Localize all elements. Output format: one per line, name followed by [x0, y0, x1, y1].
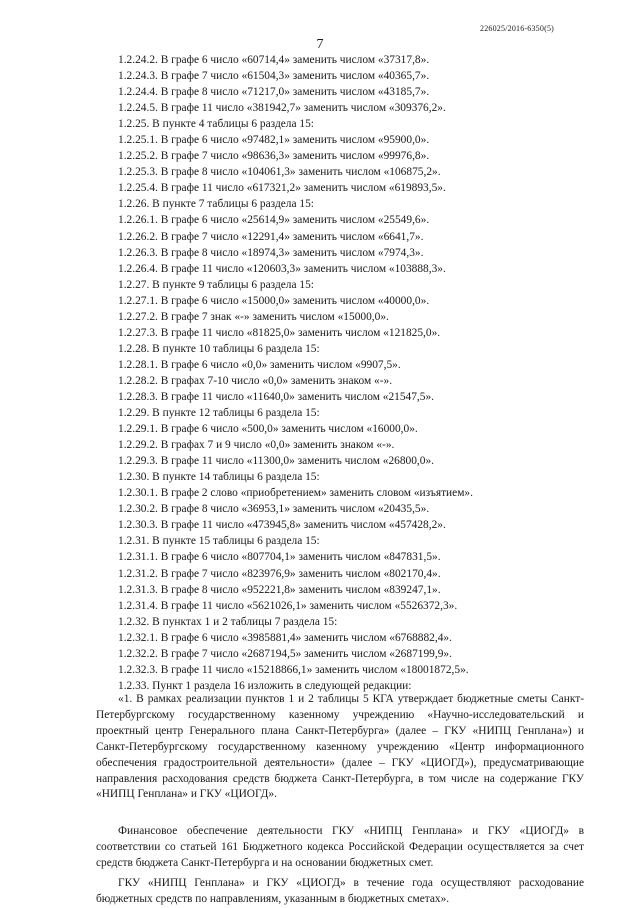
paragraph-2 — [96, 824, 584, 872]
amendment-line: 1.2.27.1. В графе 6 число «15000,0» заменить числом «40000,0». — [118, 294, 430, 307]
amendment-line: 1.2.30.1. В графе 2 слово «приобретением» заменить словом «изъятием». — [118, 487, 473, 500]
amendment-line: 1.2.28.3. В графе 11 число «11640,0» заменить числом «21547,5». — [118, 390, 435, 403]
amendment-line: 1.2.26.3. В графе 8 число «18974,3» заменить числом «7974,3». — [118, 246, 424, 259]
amendment-line: 1.2.26.1. В графе 6 число «25614,9» заменить числом «25549,6». — [118, 214, 430, 227]
amendment-line: 1.2.33. Пункт 1 раздела 16 изложить в следующей редакции: — [118, 679, 412, 692]
amendment-line: 1.2.25. В пункте 4 таблицы 6 раздела 15: — [118, 118, 314, 131]
amendment-line: 1.2.27.2. В графе 7 знак «-» заменить числом «15000,0». — [118, 310, 389, 323]
amendment-line: 1.2.31.1. В графе 6 число «807704,1» заменить числом «847831,5». — [118, 551, 441, 564]
amendment-line: 1.2.30.2. В графе 8 число «36953,1» заменить числом «20435,5». — [118, 503, 430, 516]
amendment-line: 1.2.27.3. В графе 11 число «81825,0» заменить числом «121825,0». — [118, 326, 441, 339]
amendment-line: 1.2.29.2. В графах 7 и 9 число «0,0» заменить знаком «-». — [118, 439, 395, 452]
amendment-line: 1.2.31.3. В графе 8 число «952221,8» заменить числом «839247,1». — [118, 583, 441, 596]
paragraph-1 — [96, 692, 584, 803]
amendment-line: 1.2.24.5. В графе 11 число «381942,7» заменить числом «309376,2». — [118, 102, 446, 115]
amendment-line: 1.2.27. В пункте 9 таблицы 6 раздела 15: — [118, 278, 314, 291]
amendment-line: 1.2.29.1. В графе 6 число «500,0» заменить числом «16000,0». — [118, 423, 418, 436]
amendment-line: 1.2.29.3. В графе 11 число «11300,0» заменить числом «26800,0». — [118, 455, 435, 468]
paragraph-text: «1. В рамках реализации пунктов 1 и 2 таблицы 5 КГА утверждает бюджетные сметы Санкт-Петербургскому государственному казенному учреждению «Научно-исследовательский и проектный центр Генерального плана Санкт-Петербурга» (далее – ГКУ «НИПЦ Генплана») и Санкт-Петербургскому государственному казенному учреждению «Центр информационного обеспечения градостроительной деятельности» (далее – ГКУ «ЦИОГД»), предусматривающие направления расходования средств бюджета Санкт-Петербурга, в том числе на содержание ГКУ «НИПЦ Генплана» и ГКУ «ЦИОГД». — [96, 693, 584, 801]
amendment-line: 1.2.32.3. В графе 11 число «15218866,1» заменить числом «18001872,5». — [118, 663, 469, 676]
amendment-line: 1.2.30. В пункте 14 таблицы 6 раздела 15: — [118, 471, 320, 484]
paragraph-3 — [96, 876, 584, 908]
amendment-line: 1.2.29. В пункте 12 таблицы 6 раздела 15: — [118, 407, 320, 420]
amendment-line: 1.2.26.2. В графе 7 число «12291,4» заменить числом «6641,7». — [118, 230, 424, 243]
page-number: 7 — [316, 37, 324, 52]
amendment-line: 1.2.30.3. В графе 11 число «473945,8» заменить числом «457428,2». — [118, 519, 446, 532]
amendment-line: 1.2.28.2. В графах 7-10 число «0,0» заменить знаком «-». — [118, 374, 393, 387]
document-id: 226025/2016-6350(5) — [480, 24, 555, 33]
amendment-line: 1.2.26.4. В графе 11 число «120603,3» заменить числом «103888,3». — [118, 262, 446, 275]
amendment-line: 1.2.31. В пункте 15 таблицы 6 раздела 15: — [118, 535, 320, 548]
amendment-line: 1.2.32.2. В графе 7 число «2687194,5» заменить числом «2687199,9». — [118, 647, 452, 660]
amendment-line: 1.2.24.4. В графе 8 число «71217,0» заменить числом «43185,7». — [118, 86, 430, 99]
amendment-line: 1.2.25.1. В графе 6 число «97482,1» заменить числом «95900,0». — [118, 134, 430, 147]
amendment-line: 1.2.25.3. В графе 8 число «104061,3» заменить числом «106875,2». — [118, 166, 441, 179]
amendment-line: 1.2.28. В пункте 10 таблицы 6 раздела 15: — [118, 342, 320, 355]
amendment-line: 1.2.24.3. В графе 7 число «61504,3» заменить числом «40365,7». — [118, 70, 430, 83]
amendment-line: 1.2.25.2. В графе 7 число «98636,3» заменить числом «99976,8». — [118, 150, 430, 163]
paragraph-text: Финансовое обеспечение деятельности ГКУ «НИПЦ Генплана» и ГКУ «ЦИОГД» в соответствии со статьей 161 Бюджетного кодекса Российской Федерации осуществляется за счет средств бюджета Санкт-Петербурга и на основании бюджетных смет. — [96, 825, 584, 869]
amendment-line: 1.2.25.4. В графе 11 число «617321,2» заменить числом «619893,5». — [118, 182, 446, 195]
amendment-line: 1.2.24.2. В графе 6 число «60714,4» заменить числом «37317,8». — [118, 54, 430, 66]
amendment-line: 1.2.28.1. В графе 6 число «0,0» заменить числом «9907,5». — [118, 358, 401, 371]
amendment-line: 1.2.32. В пунктах 1 и 2 таблицы 7 раздела 15: — [118, 615, 338, 628]
amendment-line: 1.2.32.1. В графе 6 число «3985881,4» заменить числом «6768882,4». — [118, 631, 452, 644]
paragraph-text: ГКУ «НИПЦ Генплана» и ГКУ «ЦИОГД» в течение года осуществляют расходование бюджетных средств по направлениям, указанным в бюджетных сметах». — [96, 877, 584, 905]
amendment-line: 1.2.26. В пункте 7 таблицы 6 раздела 15: — [118, 198, 314, 211]
amendment-list — [118, 52, 578, 694]
amendment-line: 1.2.31.2. В графе 7 число «823976,9» заменить числом «802170,4». — [118, 567, 441, 580]
amendment-line: 1.2.31.4. В графе 11 число «5621026,1» заменить числом «5526372,3». — [118, 599, 458, 612]
